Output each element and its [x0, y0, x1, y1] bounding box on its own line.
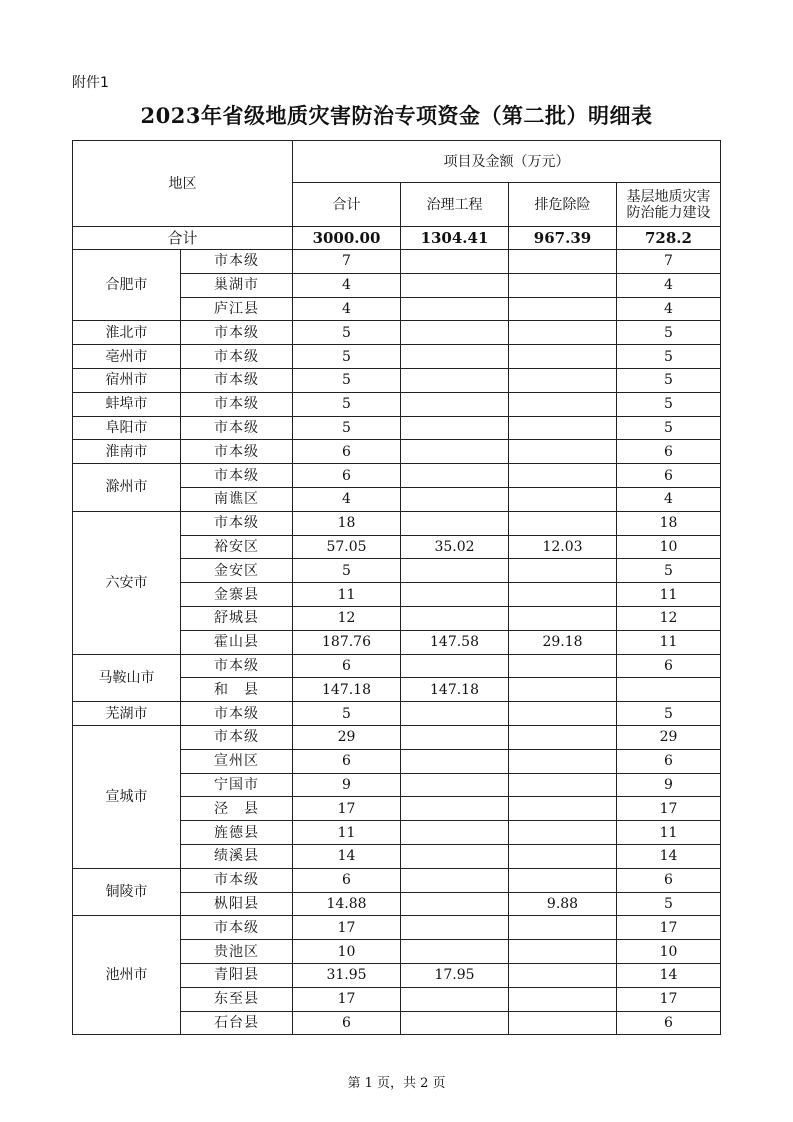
district-name: 巢湖市: [181, 273, 293, 297]
amount-total: 9: [293, 773, 401, 797]
amount-capacity: 4: [617, 487, 721, 511]
amount-total: 4: [293, 273, 401, 297]
district-name: 市本级: [181, 916, 293, 940]
amount-governance: [401, 392, 509, 416]
amount-capacity: 6: [617, 464, 721, 488]
district-name: 绩溪县: [181, 844, 293, 868]
amount-governance: [401, 250, 509, 274]
amount-governance: 147.58: [401, 630, 509, 654]
district-name: 市本级: [181, 725, 293, 749]
district-name: 宁国市: [181, 773, 293, 797]
amount-total: 17: [293, 916, 401, 940]
table-row: [73, 345, 721, 369]
amount-risk-removal: [509, 464, 617, 488]
district-name: 青阳县: [181, 963, 293, 987]
grand-total-label: 合计: [73, 227, 293, 250]
amount-risk-removal: [509, 511, 617, 535]
amount-governance: [401, 916, 509, 940]
district-name: 贵池区: [181, 940, 293, 964]
city-name: 宣城市: [73, 725, 181, 868]
city-name: 亳州市: [73, 345, 181, 369]
amount-risk-removal: [509, 297, 617, 321]
district-name: 市本级: [181, 392, 293, 416]
amount-capacity: 29: [617, 725, 721, 749]
amount-governance: [401, 368, 509, 392]
amount-governance: [401, 559, 509, 583]
table-row: [73, 321, 721, 345]
table-row: [73, 250, 721, 274]
amount-capacity: 17: [617, 916, 721, 940]
amount-risk-removal: [509, 487, 617, 511]
amount-total: 5: [293, 702, 401, 726]
amount-governance: [401, 583, 509, 607]
amount-total: 14: [293, 844, 401, 868]
amount-governance: [401, 345, 509, 369]
table-row: [73, 916, 721, 940]
district-name: 市本级: [181, 464, 293, 488]
amount-total: 187.76: [293, 630, 401, 654]
city-name: 淮南市: [73, 440, 181, 464]
amount-total: 5: [293, 559, 401, 583]
district-name: 市本级: [181, 416, 293, 440]
city-name: 合肥市: [73, 250, 181, 321]
amount-risk-removal: [509, 250, 617, 274]
amount-risk-removal: [509, 749, 617, 773]
amount-capacity: 14: [617, 844, 721, 868]
amount-total: 18: [293, 511, 401, 535]
amount-capacity: [617, 678, 721, 702]
amount-total: 6: [293, 464, 401, 488]
district-name: 东至县: [181, 987, 293, 1011]
amount-governance: [401, 1011, 509, 1035]
amount-total: 6: [293, 1011, 401, 1035]
amount-risk-removal: [509, 940, 617, 964]
amount-capacity: 6: [617, 440, 721, 464]
amount-total: 4: [293, 297, 401, 321]
amount-total: 17: [293, 987, 401, 1011]
amount-capacity: 6: [617, 868, 721, 892]
amount-governance: [401, 892, 509, 916]
district-name: 市本级: [181, 702, 293, 726]
grand-total-sum: 3000.00: [293, 227, 401, 250]
amount-governance: [401, 940, 509, 964]
amount-governance: [401, 725, 509, 749]
amount-capacity: 17: [617, 987, 721, 1011]
amount-governance: [401, 321, 509, 345]
amount-capacity: 4: [617, 273, 721, 297]
table-row: [73, 702, 721, 726]
amount-risk-removal: 9.88: [509, 892, 617, 916]
amount-group-header: 项目及金额（万元）: [293, 141, 721, 183]
amount-total: 31.95: [293, 963, 401, 987]
grand-total-risk: 967.39: [509, 227, 617, 250]
amount-total: 147.18: [293, 678, 401, 702]
amount-capacity: 10: [617, 940, 721, 964]
amount-risk-removal: [509, 868, 617, 892]
table-row: [73, 654, 721, 678]
amount-capacity: 6: [617, 1011, 721, 1035]
amount-capacity: 5: [617, 368, 721, 392]
amount-capacity: 7: [617, 250, 721, 274]
city-name: 蚌埠市: [73, 392, 181, 416]
amount-risk-removal: [509, 583, 617, 607]
district-name: 泾 县: [181, 797, 293, 821]
district-name: 旌德县: [181, 821, 293, 845]
table-row: [73, 392, 721, 416]
district-name: 舒城县: [181, 606, 293, 630]
district-name: 金安区: [181, 559, 293, 583]
amount-capacity: 9: [617, 773, 721, 797]
district-name: 石台县: [181, 1011, 293, 1035]
amount-total: 29: [293, 725, 401, 749]
district-name: 市本级: [181, 511, 293, 535]
amount-capacity: 6: [617, 654, 721, 678]
district-name: 霍山县: [181, 630, 293, 654]
city-name: 阜阳市: [73, 416, 181, 440]
amount-risk-removal: [509, 797, 617, 821]
amount-total: 5: [293, 345, 401, 369]
amount-risk-removal: [509, 702, 617, 726]
city-name: 芜湖市: [73, 702, 181, 726]
amount-risk-removal: [509, 773, 617, 797]
amount-governance: 147.18: [401, 678, 509, 702]
amount-total: 7: [293, 250, 401, 274]
amount-governance: 17.95: [401, 963, 509, 987]
table-row: [73, 464, 721, 488]
amount-capacity: 6: [617, 749, 721, 773]
amount-risk-removal: [509, 368, 617, 392]
amount-capacity: 17: [617, 797, 721, 821]
district-name: 南谯区: [181, 487, 293, 511]
district-name: 金寨县: [181, 583, 293, 607]
table-row: [73, 368, 721, 392]
amount-risk-removal: [509, 678, 617, 702]
grand-total-governance: 1304.41: [401, 227, 509, 250]
table-row: [73, 511, 721, 535]
district-name: 市本级: [181, 868, 293, 892]
amount-capacity: 5: [617, 559, 721, 583]
amount-risk-removal: [509, 1011, 617, 1035]
amount-total: 5: [293, 321, 401, 345]
amount-total: 11: [293, 583, 401, 607]
col-risk-removal-header: 排危除险: [509, 183, 617, 227]
amount-risk-removal: 12.03: [509, 535, 617, 559]
amount-risk-removal: [509, 345, 617, 369]
district-name: 市本级: [181, 654, 293, 678]
district-name: 和 县: [181, 678, 293, 702]
amount-capacity: 11: [617, 583, 721, 607]
amount-risk-removal: [509, 606, 617, 630]
district-name: 市本级: [181, 321, 293, 345]
amount-capacity: 5: [617, 416, 721, 440]
amount-risk-removal: [509, 654, 617, 678]
amount-capacity: 10: [617, 535, 721, 559]
district-name: 市本级: [181, 368, 293, 392]
amount-governance: [401, 702, 509, 726]
amount-risk-removal: [509, 963, 617, 987]
amount-total: 14.88: [293, 892, 401, 916]
amount-capacity: 18: [617, 511, 721, 535]
amount-total: 5: [293, 368, 401, 392]
amount-governance: [401, 487, 509, 511]
amount-risk-removal: [509, 392, 617, 416]
amount-total: 5: [293, 392, 401, 416]
table-body: [73, 141, 721, 1035]
amount-capacity: 5: [617, 392, 721, 416]
attachment-label: 附件1: [72, 75, 109, 91]
district-name: 市本级: [181, 440, 293, 464]
city-name: 淮北市: [73, 321, 181, 345]
amount-governance: [401, 606, 509, 630]
amount-governance: [401, 844, 509, 868]
amount-total: 4: [293, 487, 401, 511]
amount-governance: [401, 273, 509, 297]
amount-capacity: 11: [617, 630, 721, 654]
table-row: [73, 440, 721, 464]
amount-risk-removal: [509, 844, 617, 868]
grand-total-row: [73, 227, 721, 250]
col-capacity-header: 基层地质灾害 防治能力建设: [617, 183, 721, 227]
document-title: 2023年省级地质灾害防治专项资金（第二批）明细表: [140, 103, 653, 128]
header-row-1: [73, 141, 721, 183]
amount-total: 6: [293, 749, 401, 773]
district-name: 裕安区: [181, 535, 293, 559]
col-total-header: 合计: [293, 183, 401, 227]
amount-total: 6: [293, 654, 401, 678]
amount-total: 6: [293, 868, 401, 892]
city-name: 六安市: [73, 511, 181, 654]
amount-governance: [401, 821, 509, 845]
amount-risk-removal: 29.18: [509, 630, 617, 654]
amount-total: 11: [293, 821, 401, 845]
district-name: 枞阳县: [181, 892, 293, 916]
amount-risk-removal: [509, 559, 617, 583]
grand-total-capacity: 728.2: [617, 227, 721, 250]
region-header: 地区: [73, 141, 293, 227]
amount-total: 6: [293, 440, 401, 464]
table-row: [73, 868, 721, 892]
amount-governance: 35.02: [401, 535, 509, 559]
city-name: 铜陵市: [73, 868, 181, 916]
amount-risk-removal: [509, 821, 617, 845]
amount-capacity: 5: [617, 321, 721, 345]
amount-governance: [401, 297, 509, 321]
amount-capacity: 14: [617, 963, 721, 987]
amount-capacity: 4: [617, 297, 721, 321]
amount-capacity: 5: [617, 702, 721, 726]
amount-capacity: 5: [617, 345, 721, 369]
amount-total: 5: [293, 416, 401, 440]
amount-total: 57.05: [293, 535, 401, 559]
district-name: 庐江县: [181, 297, 293, 321]
amount-governance: [401, 987, 509, 1011]
amount-governance: [401, 749, 509, 773]
district-name: 宣州区: [181, 749, 293, 773]
district-name: 市本级: [181, 250, 293, 274]
page-footer: 第 1 页，共 2 页: [347, 1076, 446, 1091]
amount-capacity: 12: [617, 606, 721, 630]
amount-total: 10: [293, 940, 401, 964]
col-governance-header: 治理工程: [401, 183, 509, 227]
table-row: [73, 725, 721, 749]
city-name: 马鞍山市: [73, 654, 181, 702]
amount-risk-removal: [509, 725, 617, 749]
table-row: [73, 416, 721, 440]
city-name: 滁州市: [73, 464, 181, 512]
amount-governance: [401, 464, 509, 488]
funding-table: [72, 140, 721, 1035]
amount-governance: [401, 654, 509, 678]
amount-governance: [401, 773, 509, 797]
amount-risk-removal: [509, 987, 617, 1011]
city-name: 池州市: [73, 916, 181, 1035]
amount-risk-removal: [509, 273, 617, 297]
amount-governance: [401, 797, 509, 821]
amount-capacity: 11: [617, 821, 721, 845]
amount-risk-removal: [509, 440, 617, 464]
amount-governance: [401, 416, 509, 440]
amount-governance: [401, 440, 509, 464]
district-name: 市本级: [181, 345, 293, 369]
amount-capacity: 5: [617, 892, 721, 916]
amount-governance: [401, 868, 509, 892]
amount-risk-removal: [509, 916, 617, 940]
amount-total: 12: [293, 606, 401, 630]
amount-risk-removal: [509, 321, 617, 345]
amount-risk-removal: [509, 416, 617, 440]
amount-total: 17: [293, 797, 401, 821]
amount-governance: [401, 511, 509, 535]
city-name: 宿州市: [73, 368, 181, 392]
